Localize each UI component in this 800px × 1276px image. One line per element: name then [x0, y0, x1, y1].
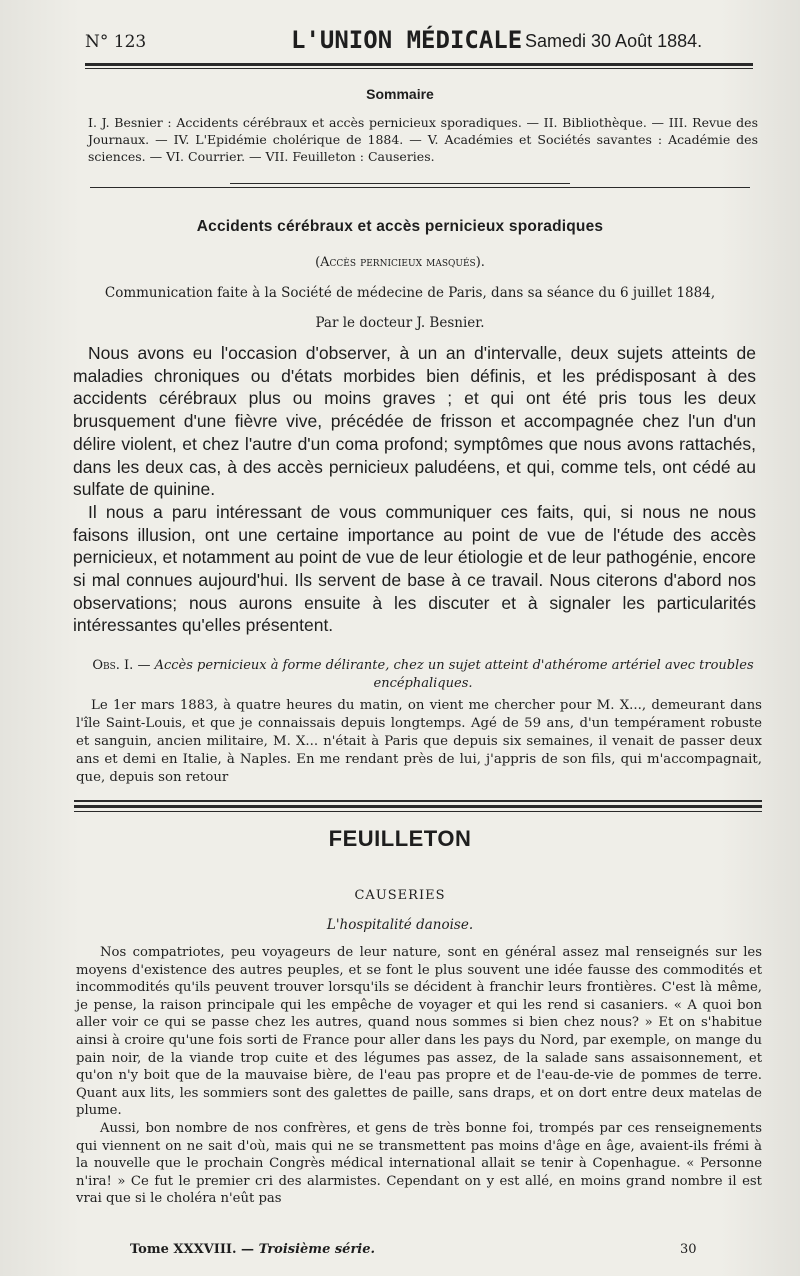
footer-serie: Troisième série. [258, 1242, 376, 1257]
journal-title: L'UNION MÉDICALE [291, 26, 523, 54]
article-communication: Communication faite à la Société de médecine de Paris, dans sa séance du 6 juillet 1884, [104, 285, 716, 301]
article-subtitle: (Accès pernicieux masqués). [315, 255, 485, 270]
footer-dash: — [236, 1242, 259, 1257]
feuilleton-paragraph: Aussi, bon nombre de nos confrères, et gens de très bonne foi, trompés par ces renseignements qui viennent on ne sait d'où, mais qui ne se transmettent pas moins d'âge en âge, avaient-ils frémi à la nouvelle que le prochain Congrès médical international allait se tenir à Copenhague. « Personne n'ira! » Ce fut le premier cri des alarmistes. Cependant on y est allé, en moins grand nombre il est vrai que si le choléra n'eût pas [76, 1120, 762, 1207]
article-paragraph: Il nous a paru intéressant de vous communiquer ces faits, qui, si nous ne nous faisons illusion, ont une certaine importance au point de vue de l'étude des accès pernicieux, et notamment au point de vue de leur étiologie et de leur pathogénie, encore si mal connues aujourd'hui. Ils servent de base à ce travail. Nous citerons d'abord nos observations; nous aurons ensuite à les discuter et à signaler les particularités intéressantes qu'elles présentent. [73, 501, 756, 636]
masthead-rule-thin [85, 68, 753, 69]
section-divider [230, 183, 570, 184]
footer-tome: Tome XXXVIII. [130, 1242, 237, 1257]
article-author: Par le docteur J. Besnier. [315, 315, 485, 331]
masthead-rule-thick [85, 63, 753, 66]
section-divider-long [90, 187, 750, 188]
observation-title: Accès pernicieux à forme délirante, chez un sujet atteint d'athérome artériel avec troubles encéphaliques. [154, 658, 754, 691]
issue-date: Samedi 30 Août 1884. [525, 31, 703, 51]
page-footer [130, 1242, 730, 1257]
feuilleton-section: CAUSERIES [354, 888, 446, 903]
observation-paragraph: Le 1er mars 1883, à quatre heures du matin, on vient me chercher pour M. X..., demeurant dans l'île Saint-Louis, et que je connaissais depuis longtemps. Agé de 59 ans, d'un tempérament robuste et sanguin, ancien militaire, M. X... n'était à Paris que depuis six semaines, il venait de passer deux ans et demi en Italie, à Naples. En me rendant près de lui, j'appris de son fils, qui m'accompagnait, que, depuis son retour [76, 698, 762, 785]
feuilleton-rule-bottom [74, 811, 762, 812]
article-paragraph: Nous avons eu l'occasion d'observer, à un an d'intervalle, deux sujets atteints de maladies chroniques ou d'états morbides bien définis, et les prédisposant à des accidents cérébraux plus ou moins graves ; et qui ont été pris tous les deux brusquement d'une fièvre vive, précédée de frisson et accompagnée chez l'un d'un délire violent, et chez l'autre d'un coma profond; symptômes que nous avons rattachés, dans les deux cas, à des accès pernicieux paludéens, et qui, comme tels, ont cédé au sulfate de quinine. [73, 343, 756, 500]
observation-label: Obs. I. — [92, 658, 155, 673]
article-title: Accidents cérébraux et accès pernicieux sporadiques [196, 218, 604, 235]
observation-heading [88, 657, 758, 693]
sommaire-contents: I. J. Besnier : Accidents cérébraux et accès pernicieux sporadiques. — II. Bibliothèque. — III. Revue des Journaux. — IV. L'Epidémie cholérique de 1884. — V. Académies et Sociétés savantes : Académie des sciences. — VI. Courrier. — VII. Feuilleton : Causeries. [88, 115, 758, 164]
feuilleton-title: FEUILLETON [328, 826, 472, 851]
feuilleton-body [76, 944, 762, 1208]
observation-body [76, 697, 762, 787]
article-body [73, 342, 756, 637]
page-number: 30 [680, 1242, 697, 1257]
feuilleton-rule-mid [74, 805, 762, 808]
feuilleton-paragraph: Nos compatriotes, peu voyageurs de leur nature, sont en général assez mal renseignés sur les moyens d'existence des autres peuples, et se font le plus souvent une idée fausse des commodités et incommodités qu'ils peuvent trouver lorsqu'ils se décident à franchir leurs frontières. C'est là même, je pense, la raison principale qui les empêche de voyager et qui les rend si casaniers. « A quoi bon aller voir ce qui se passe chez les autres, quand nous sommes si bien chez nous? » Et on s'habitue ainsi à croire qu'une fois sorti de France pour aller dans les pays du Nord, par exemple, on mange du pain noir, de la viande trop cuite et des légumes pas assez, de la salade sans assaisonnement, et qu'on n'y boit que de la mauvaise bière, de l'eau pas propre et de l'eau-de-vie de pommes de terre. Quant aux lits, les sommiers sont des galettes de paille, sans draps, et on dort entre deux matelas de plume. [76, 945, 762, 1119]
sommaire-heading: Sommaire [366, 86, 434, 102]
issue-number: N° 123 [85, 32, 147, 52]
masthead [85, 26, 750, 60]
feuilleton-rule-top [74, 800, 762, 802]
feuilleton-subtitle: L'hospitalité danoise. [326, 917, 474, 933]
